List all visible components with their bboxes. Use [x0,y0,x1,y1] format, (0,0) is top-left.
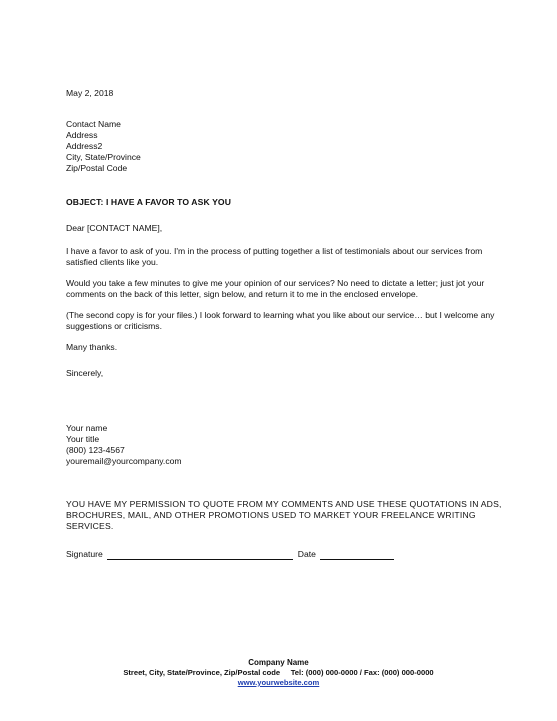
recipient-address2: Address2 [66,141,103,151]
footer-website-link[interactable]: www.yourwebsite.com [237,678,320,687]
letter-salutation: Dear [CONTACT NAME], [66,223,163,233]
body-paragraph-1: I have a favor to ask of you. I'm in the process of putting together a list of testimonials about our services from satisfied clients like you. [66,246,483,267]
recipient-address [66,119,506,174]
letter-date: May 2, 2018 [66,88,114,98]
footer-company-name: Company Name [248,658,309,667]
sender-title: Your title [66,434,100,444]
body-paragraph-2: Would you take a few minutes to give me your opinion of our services? No need to dictate a letter; just jot your comments on the back of this letter, sign below, and return it to me in the enclosed envelope. [66,278,485,299]
sender-block [66,423,506,467]
recipient-zip: Zip/Postal Code [66,163,128,173]
signature-row [66,549,506,560]
letter-footer [0,658,557,688]
date-label: Date [297,549,316,559]
letter-subject: OBJECT: I HAVE A FAVOR TO ASK YOU [66,197,232,207]
signature-label: Signature [66,549,103,559]
signature-line[interactable] [107,550,293,560]
permission-statement: YOU HAVE MY PERMISSION TO QUOTE FROM MY COMMENTS AND USE THESE QUOTATIONS IN ADS, BROCHURES, MAIL, AND OTHER PROMOTIONS USED TO MARKET YOUR FREELANCE WRITING SERVICES. [66,499,502,531]
letter-body [66,88,506,560]
sender-phone: (800) 123-4567 [66,445,125,455]
sender-name: Your name [66,423,108,433]
footer-address-line: Street, City, State/Province, Zip/Postal code Tel: (000) 000-0000 / Fax: (000) 000-0000 [123,668,434,677]
recipient-address1: Address [66,130,98,140]
recipient-city-state: City, State/Province [66,152,141,162]
body-paragraph-3: (The second copy is for your files.) I look forward to learning what you like about our service… but I welcome any suggestions or criticisms. [66,310,495,331]
sender-email: youremail@yourcompany.com [66,456,182,466]
recipient-name: Contact Name [66,119,121,129]
date-line[interactable] [320,550,394,560]
footer-website-row [0,678,557,688]
letter-thanks: Many thanks. [66,342,118,352]
letter-closing: Sincerely, [66,368,104,378]
